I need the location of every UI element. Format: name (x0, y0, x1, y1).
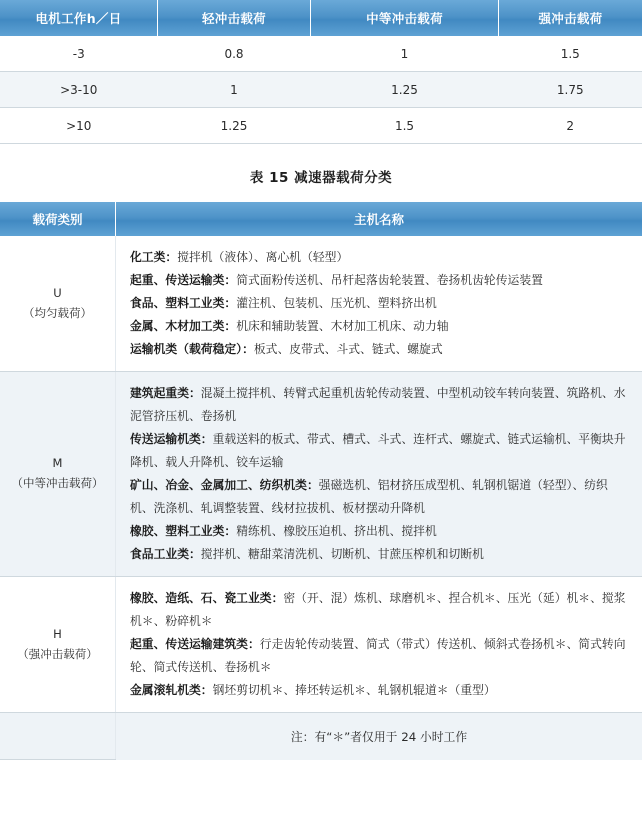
line-text: 机床和辅助装置、木材加工机床、动力轴 (236, 319, 449, 333)
loads-table-body (0, 236, 642, 760)
list-item (130, 338, 630, 361)
line-label: 食品工业类： (130, 547, 201, 561)
line-text: 行走齿轮传动装置、简式（带式）传送机、倾斜式卷扬机＊、简式转向轮、简式传送机、卷扬机＊ (130, 637, 626, 674)
category-note: （均匀载荷） (23, 305, 92, 320)
line-label: 橡胶、塑料工业类： (130, 524, 237, 538)
load-category-u (0, 236, 116, 372)
table-row (0, 713, 642, 760)
factor-cell-heavy: 2 (499, 108, 642, 144)
loads-header-machines: 主机名称 (116, 202, 642, 236)
category-code: M (52, 456, 63, 471)
factor-cell-hours: -3 (0, 36, 158, 72)
list-item (130, 679, 630, 702)
factor-table-head (0, 0, 642, 36)
load-description-h (116, 577, 642, 713)
factor-header-row (0, 0, 642, 36)
factor-cell-hours: >10 (0, 108, 158, 144)
factor-cell-medium: 1 (311, 36, 499, 72)
list-item (130, 269, 630, 292)
table-caption: 表 15 减速器载荷分类 (249, 170, 393, 186)
factor-header-heavy: 强冲击载荷 (499, 0, 642, 36)
factor-cell-light: 0.8 (158, 36, 311, 72)
load-category-h (0, 577, 116, 713)
table-row (0, 108, 642, 144)
service-factor-table (0, 0, 642, 144)
line-text: 灌注机、包装机、压光机、塑料挤出机 (236, 296, 437, 310)
factor-cell-light: 1.25 (158, 108, 311, 144)
line-label: 建筑起重类： (130, 386, 201, 400)
list-item (130, 292, 630, 315)
table-row (0, 372, 642, 577)
list-item (130, 474, 630, 520)
table-row (0, 236, 642, 372)
list-item (130, 382, 630, 428)
factor-cell-medium: 1.5 (311, 108, 499, 144)
list-item (130, 246, 630, 269)
factor-cell-hours: >3-10 (0, 72, 158, 108)
factor-cell-heavy: 1.75 (499, 72, 642, 108)
line-text: 密（开、混）炼机、球磨机＊、捏合机＊、压光（延）机＊、搅浆机＊、粉碎机＊ (130, 591, 626, 628)
factor-header-hours: 电机工作h／日 (0, 0, 158, 36)
line-text: 精练机、橡胶压迫机、挤出机、搅拌机 (236, 524, 437, 538)
list-item (130, 587, 630, 633)
line-label: 运输机类（载荷稳定）： (130, 342, 254, 356)
line-label: 食品、塑料工业类： (130, 296, 237, 310)
factor-cell-medium: 1.25 (311, 72, 499, 108)
line-text: 强磁选机、铝材挤压成型机、轧钢机锯道（轻型）、纺织机、洗涤机、轧调整装置、线材拉拔机、板材摆动升降机 (130, 478, 608, 515)
note-empty-cell (0, 713, 116, 760)
factor-cell-heavy: 1.5 (499, 36, 642, 72)
factor-cell-light: 1 (158, 72, 311, 108)
line-label: 橡胶、造纸、石、瓷工业类： (130, 591, 284, 605)
load-description-m (116, 372, 642, 577)
list-item (130, 543, 630, 566)
line-label: 矿山、冶金、金属加工、纺织机类： (130, 478, 319, 492)
factor-table-body (0, 36, 642, 144)
load-category-m (0, 372, 116, 577)
line-text: 简式面粉传送机、吊杆起落齿轮装置、卷扬机齿轮传运装置 (236, 273, 543, 287)
loads-header-row (0, 202, 642, 236)
line-label: 起重、传送运输类： (130, 273, 237, 287)
factor-header-light: 轻冲击载荷 (158, 0, 311, 36)
loads-table-head (0, 202, 642, 236)
line-text: 搅拌机（液体）、离心机（轻型） (177, 250, 349, 264)
list-item (130, 315, 630, 338)
load-description-u (116, 236, 642, 372)
category-note: （中等冲击载荷） (11, 476, 104, 490)
category-code: U (53, 285, 62, 300)
table-row (0, 72, 642, 108)
line-label: 金属、木材加工类： (130, 319, 237, 333)
line-text: 板式、皮带式、斗式、链式、螺旋式 (253, 342, 443, 356)
line-label: 传送运输机类： (130, 432, 213, 446)
line-text: 搅拌机、糖甜菜清洗机、切断机、甘蔗压榨机和切断机 (200, 547, 484, 561)
loads-header-category: 载荷类别 (0, 202, 116, 236)
list-item (130, 633, 630, 679)
list-item (130, 520, 630, 543)
category-note: （强冲击载荷） (17, 646, 98, 661)
line-label: 化工类： (130, 250, 178, 264)
table-row (0, 577, 642, 713)
list-item (130, 428, 630, 474)
load-classification-table (0, 202, 642, 760)
line-text: 钢坯剪切机＊、捧坯转运机＊、轧钢机辊道＊（重型） (212, 683, 496, 697)
line-label: 金属滚轧机类： (130, 683, 213, 697)
line-text: 混凝土搅拌机、转臂式起重机齿轮传动装置、中型机动铰车转向装置、筑路机、水泥管挤压机、卷扬机 (130, 386, 626, 423)
category-code: H (53, 626, 62, 641)
factor-header-medium: 中等冲击载荷 (311, 0, 499, 36)
line-label: 起重、传送运输建筑类： (130, 637, 260, 651)
table-footnote: 注：有“＊”者仅用于 24 小时工作 (116, 713, 642, 760)
line-text: 重载送料的板式、带式、槽式、斗式、连杆式、螺旋式、链式运输机、平衡块升降机、载人升降机、铰车运输 (130, 432, 626, 469)
table-row (0, 36, 642, 72)
